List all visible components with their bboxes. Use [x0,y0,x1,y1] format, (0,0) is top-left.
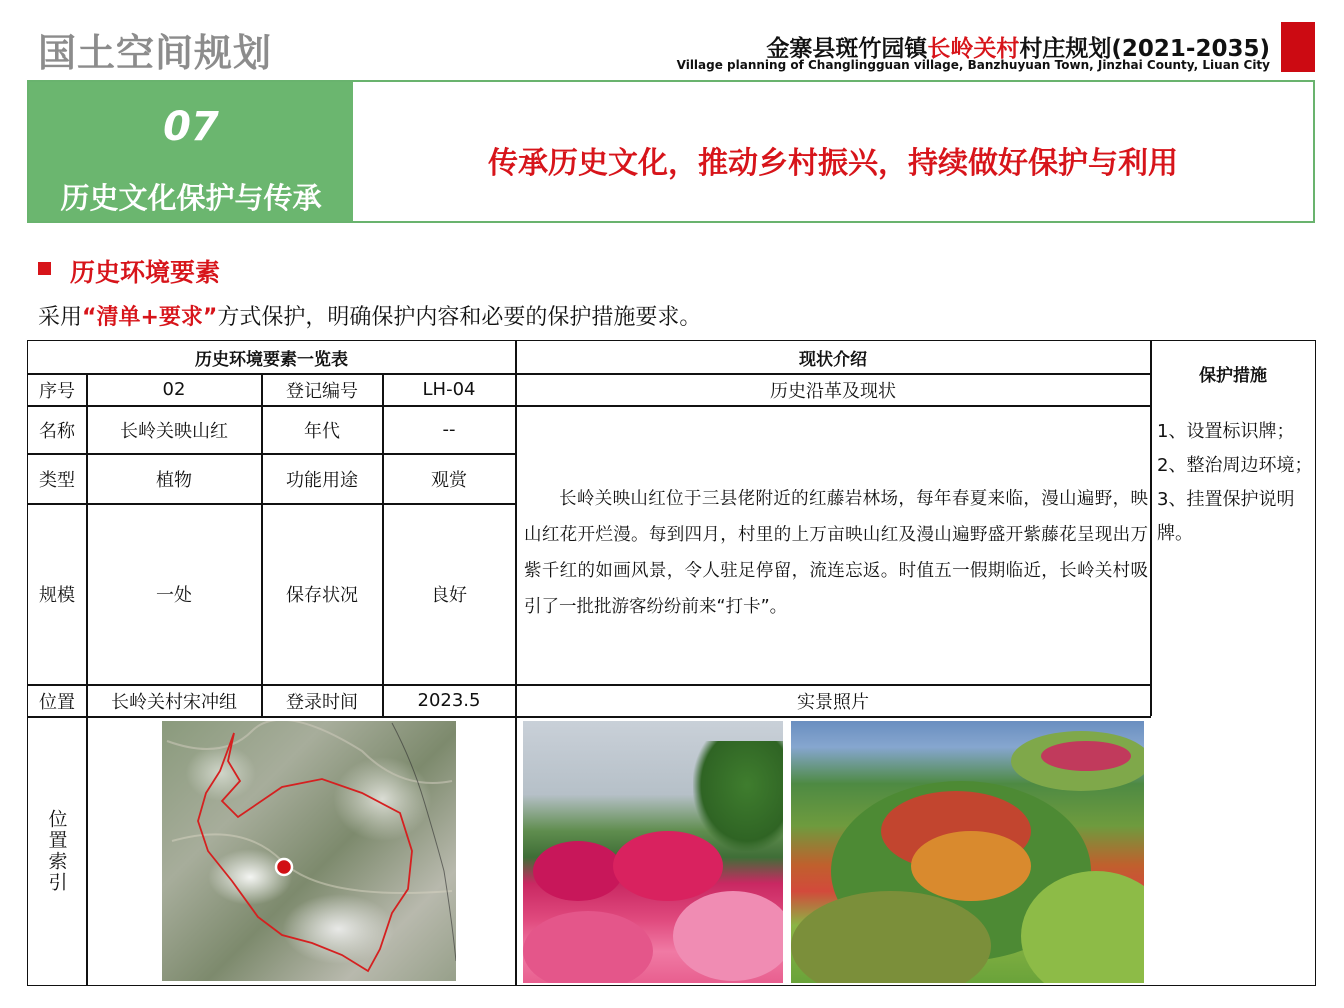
measure-item: 1、设置标识牌； [1157,421,1295,442]
record-time-label: 登录时间 [286,691,358,713]
project-title-highlight: 长岭关村 [927,36,1020,62]
azalea-photo-closeup [523,721,783,983]
status-header: 现状介绍 [799,349,867,370]
type-label: 类型 [39,469,75,491]
flower-bush [533,841,623,901]
section-title: 历史环境要素 [70,258,221,287]
function-label: 功能用途 [286,469,358,491]
heritage-element-table [27,340,1316,986]
red-corner-block [1281,22,1315,72]
measures-list [1157,415,1317,551]
measure-item: 2、整治周边环境； [1157,455,1313,476]
flower-patch [911,831,1031,901]
location-value: 长岭关村宋冲组 [111,691,237,713]
location-satellite-map [162,721,456,981]
status-description: 长岭关映山红位于三县佬附近的红藤岩林场，每年春夏来临，漫山遍野，映山红花开烂漫。每到四月，村里的上万亩映山红及漫山遍野盛开紫藤花呈现出万紫千红的如画风景，令人驻足停留，流连忘返。时值五一假期临近，长岭关村吸引了一批批游客纷纷前来“打卡”。 [524,489,1148,617]
grid-line [28,716,1151,718]
chapter-number: 07 [163,104,219,150]
flower-bush [613,831,723,901]
era-value: -- [442,419,456,440]
scale-label: 规模 [39,585,75,606]
intro-pre: 采用 [38,305,83,330]
azalea-photo-mountain [791,721,1144,983]
flower-patch [1041,741,1131,771]
measure-item: 3、挂置保护说明牌。 [1157,489,1295,544]
serial-label: 序号 [39,380,75,402]
reg-label: 登记编号 [286,380,358,402]
name-label: 名称 [39,420,75,442]
location-pin-icon [276,859,292,875]
grid-line [515,341,517,986]
location-label: 位置 [39,691,75,713]
location-index-label: 位置索引 [45,809,68,893]
function-value: 观赏 [431,469,467,491]
intro-post: 方式保护，明确保护内容和必要的保护措施要求。 [217,305,702,330]
list-table-header: 历史环境要素一览表 [195,349,348,370]
condition-label: 保存状况 [286,585,358,606]
serial-value: 02 [162,379,186,400]
square-bullet-icon [38,262,51,275]
type-value: 植物 [156,469,192,491]
map-overlay [162,721,456,981]
project-subtitle: Village planning of Changlingguan village, Banzhuyuan Town, Jinzhai County, Liuan City [676,58,1270,72]
reg-value: LH-04 [422,379,476,400]
project-title-pre: 金寨县斑竹园镇 [766,36,928,62]
tree-shape [693,741,783,851]
intro-quote: “清单+要求” [82,305,218,330]
measures-header: 保护措施 [1199,365,1267,386]
grid-line [86,716,88,986]
section-intro [38,300,701,331]
scale-value: 一处 [156,585,192,606]
flower-bush [673,891,783,981]
name-value: 长岭关映山红 [120,420,228,442]
history-label: 历史沿革及现状 [770,380,896,402]
chapter-name: 历史文化保护与传承 [60,181,322,215]
photo-label: 实景照片 [797,691,869,713]
brand-title: 国土空间规划 [38,31,273,75]
era-label: 年代 [304,420,340,442]
flower-bush [523,911,653,983]
section-banner [27,80,1315,223]
project-title-post: 村庄规划(2021-2035) [1019,36,1270,62]
record-time-value: 2023.5 [417,690,481,711]
condition-value: 良好 [431,585,467,606]
banner-slogan: 传承历史文化，推动乡村振兴，持续做好保护与利用 [488,146,1178,181]
banner-chapter-box [29,82,353,221]
